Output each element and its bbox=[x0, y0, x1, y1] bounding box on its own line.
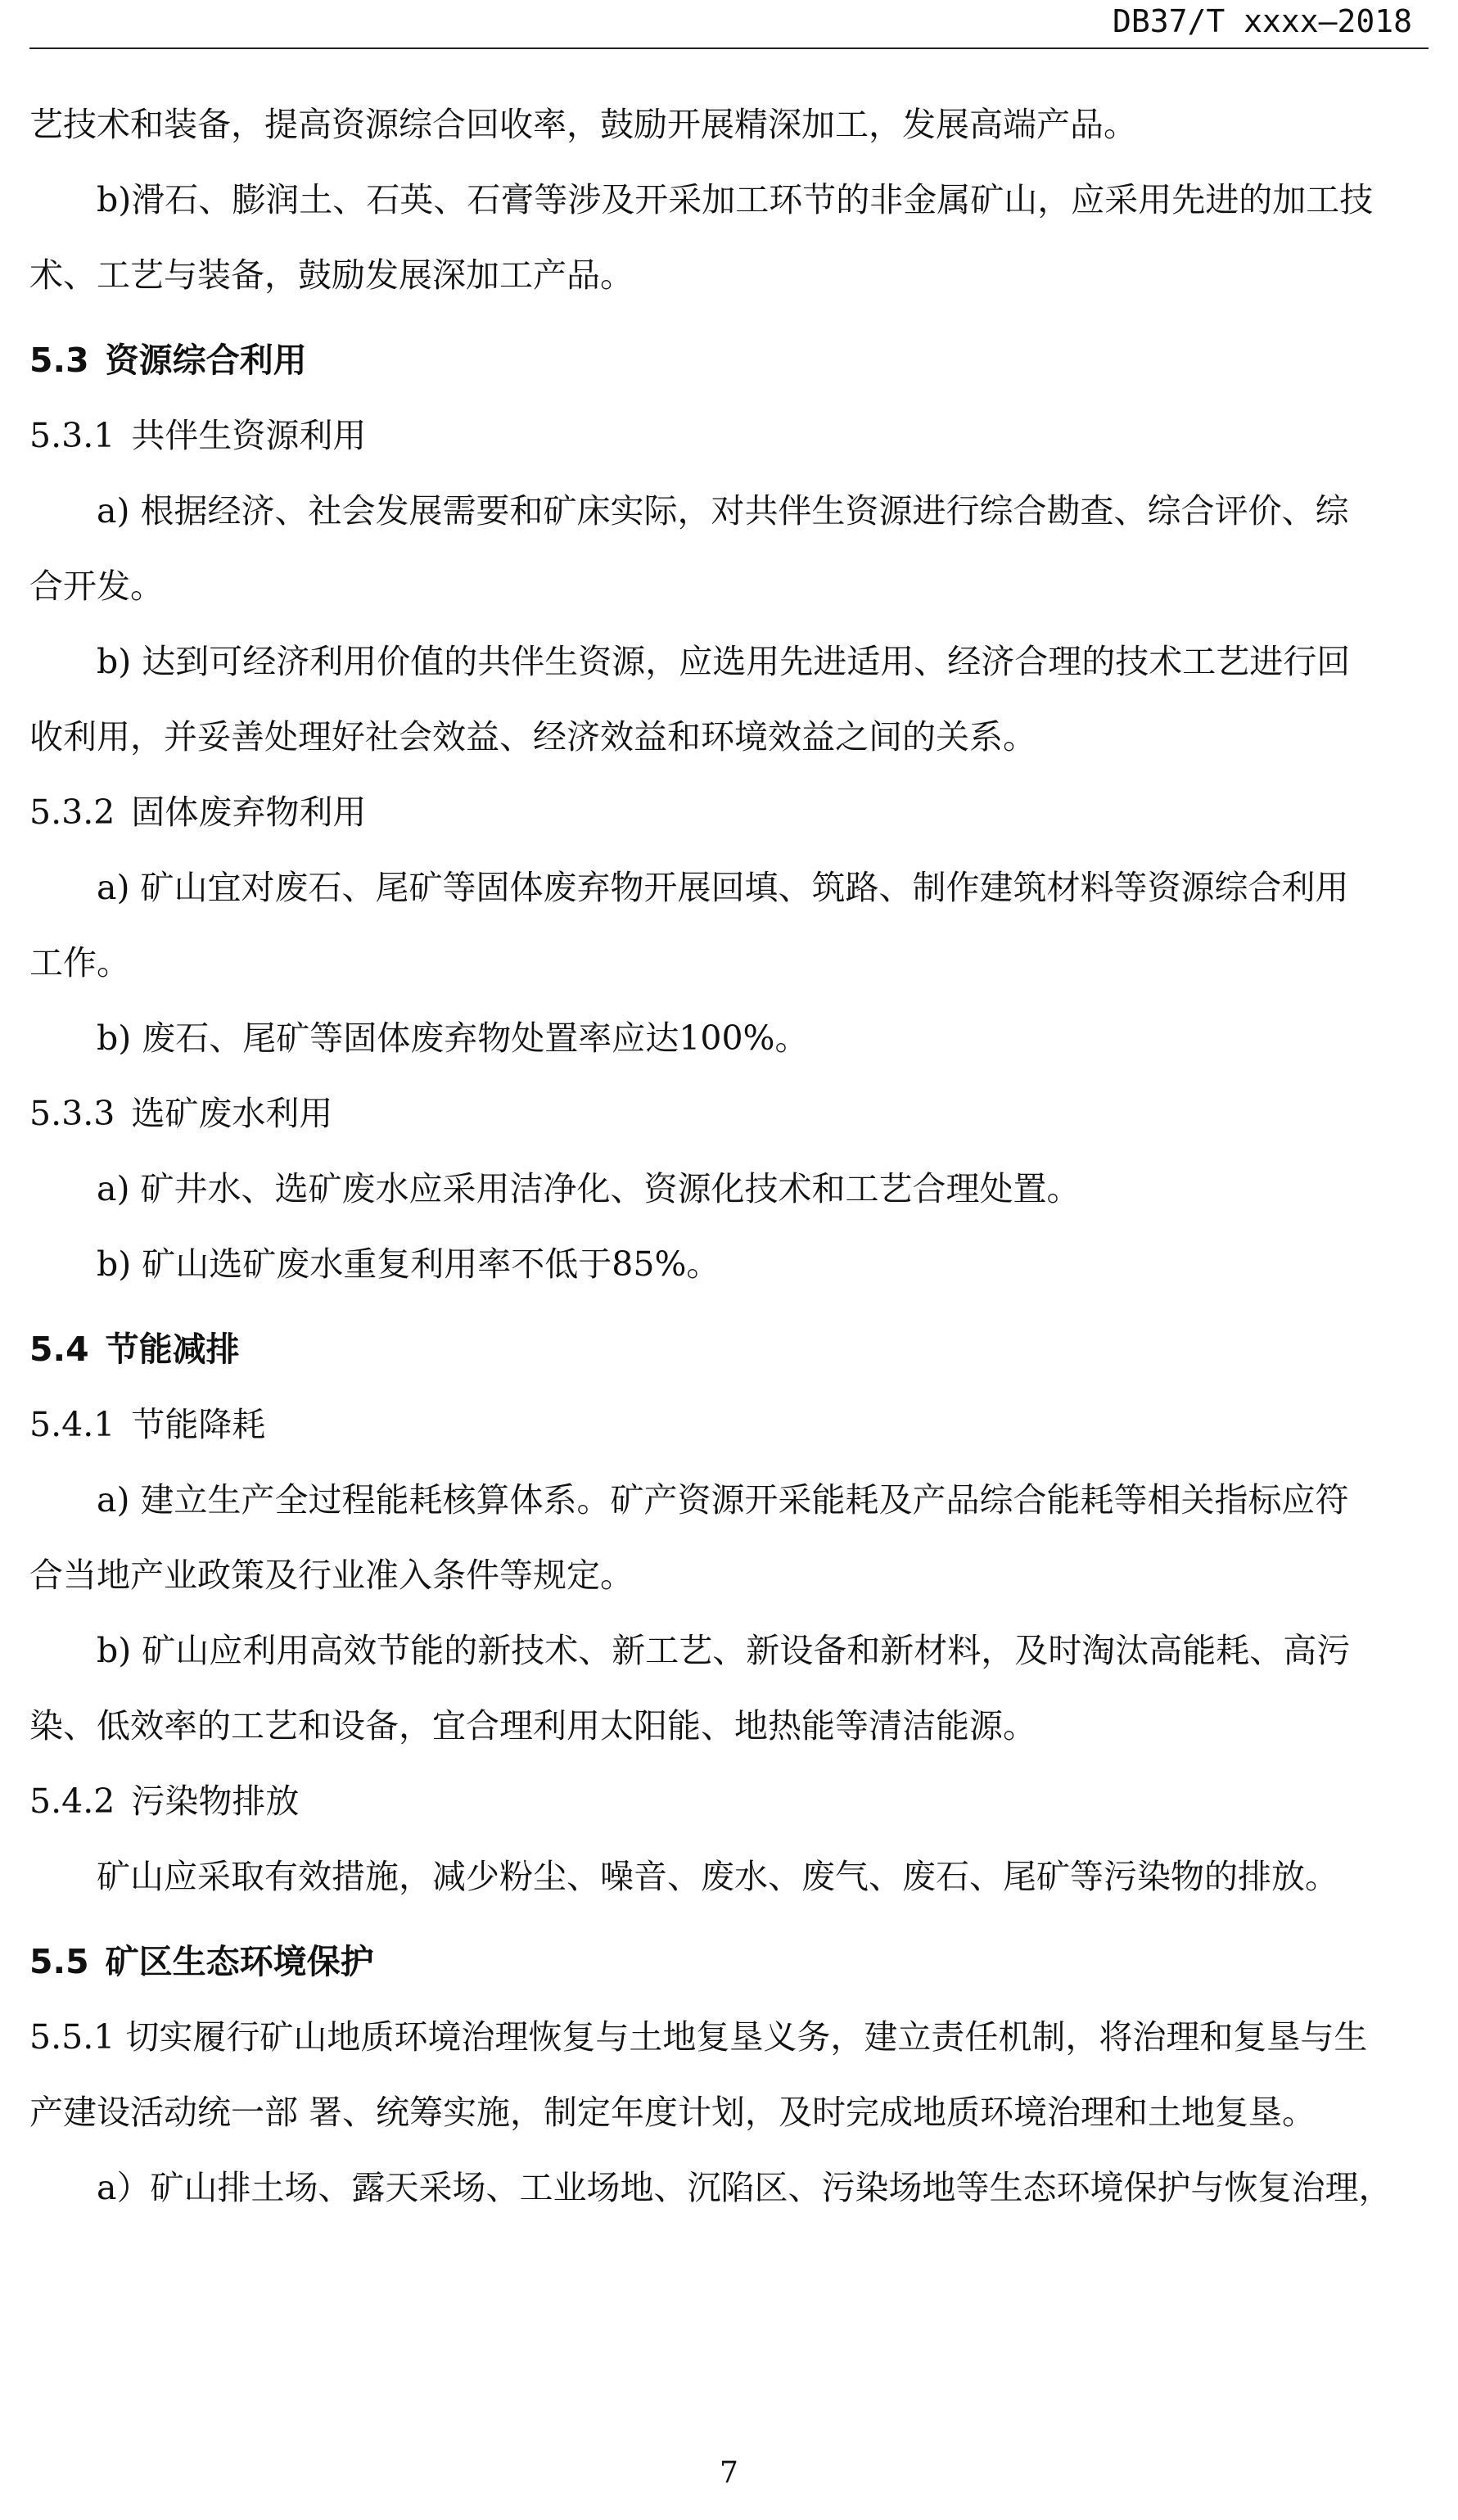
subsection-title: 共伴生资源利用 bbox=[131, 416, 367, 455]
section-heading-5-4 bbox=[29, 1312, 1434, 1387]
section-title: 矿区生态环境保护 bbox=[105, 1942, 374, 1981]
section-title: 资源综合利用 bbox=[105, 341, 307, 380]
subsection-title: 节能降耗 bbox=[131, 1405, 266, 1444]
paragraph: b) 矿山选矿废水重复利用率不低于85%。 bbox=[97, 1244, 720, 1284]
paragraph: b) 达到可经济利用价值的共伴生资源，应选用先进适用、经济合理的技术工艺进行回 bbox=[97, 642, 1351, 681]
paragraph: 术、工艺与装备，鼓励发展深加工产品。 bbox=[29, 255, 634, 295]
subsection-number: 5.4.2 bbox=[29, 1782, 115, 1821]
paragraph: b) 废石、尾矿等固体废弃物处置率应达100%。 bbox=[97, 1018, 809, 1058]
subsection-number: 5.3.3 bbox=[29, 1094, 115, 1133]
subsection-number: 5.4.1 bbox=[29, 1405, 115, 1444]
paragraph: 染、低效率的工艺和设备，宜合理利用太阳能、地热能等清洁能源。 bbox=[29, 1706, 1036, 1745]
section-number: 5.5 bbox=[29, 1942, 89, 1981]
paragraph: a）矿山排土场、露天采场、工业场地、沉陷区、污染场地等生态环境保护与恢复治理， bbox=[97, 2168, 1393, 2207]
paragraph: b)滑石、膨润土、石英、石膏等涉及开采加工环节的非金属矿山，应采用先进的加工技 bbox=[97, 180, 1374, 219]
document-code: DB37/T xxxx—2018 bbox=[1112, 3, 1412, 39]
section-title: 节能减排 bbox=[105, 1330, 240, 1369]
header-rule bbox=[29, 47, 1429, 49]
subsection-heading-5-4-2 bbox=[29, 1764, 1434, 1839]
paragraph: b) 矿山应利用高效节能的新技术、新工艺、新设备和新材料，及时淘汰高能耗、高污 bbox=[97, 1631, 1351, 1670]
paragraph: 合当地产业政策及行业准入条件等规定。 bbox=[29, 1556, 634, 1595]
subsection-heading-5-4-1 bbox=[29, 1387, 1434, 1462]
subsection-number: 5.3.2 bbox=[29, 793, 115, 832]
subsection-heading-5-3-1 bbox=[29, 398, 1434, 473]
page-number: 7 bbox=[720, 2456, 738, 2490]
section-number: 5.4 bbox=[29, 1330, 89, 1369]
section-number: 5.3 bbox=[29, 341, 89, 380]
subsection-title: 污染物排放 bbox=[131, 1782, 300, 1821]
section-heading-5-3 bbox=[29, 323, 1434, 398]
paragraph: 工作。 bbox=[29, 943, 130, 982]
paragraph: a) 矿井水、选矿废水应采用洁净化、资源化技术和工艺合理处置。 bbox=[97, 1169, 1081, 1208]
subsection-heading-5-3-3 bbox=[29, 1076, 1434, 1151]
subsection-number: 5.3.1 bbox=[29, 416, 115, 455]
section-heading-5-5 bbox=[29, 1924, 1434, 1999]
subsection-title: 固体废弃物利用 bbox=[131, 793, 367, 832]
document-body bbox=[29, 87, 1434, 2225]
paragraph: 合开发。 bbox=[29, 567, 164, 606]
paragraph: a) 根据经济、社会发展需要和矿床实际，对共伴生资源进行综合勘查、综合评价、综 bbox=[97, 491, 1349, 531]
paragraph: 矿山应采取有效措施，减少粉尘、噪音、废水、废气、废石、尾矿等污染物的排放。 bbox=[97, 1857, 1338, 1896]
paragraph: 艺技术和装备，提高资源综合回收率，鼓励开展精深加工，发展高端产品。 bbox=[29, 105, 1137, 144]
paragraph: 产建设活动统一部 署、统筹实施，制定年度计划，及时完成地质环境治理和土地复垦。 bbox=[29, 2093, 1316, 2132]
paragraph: a) 建立生产全过程能耗核算体系。矿产资源开采能耗及产品综合能耗等相关指标应符 bbox=[97, 1480, 1349, 1520]
subsection-heading-5-3-2 bbox=[29, 775, 1434, 850]
paragraph: 5.5.1 切实履行矿山地质环境治理恢复与土地复垦义务，建立责任机制，将治理和复垦与生 bbox=[29, 2017, 1368, 2057]
paragraph: 收利用，并妥善处理好社会效益、经济效益和环境效益之间的关系。 bbox=[29, 717, 1036, 756]
subsection-title: 选矿废水利用 bbox=[131, 1094, 333, 1133]
paragraph: a) 矿山宜对废石、尾矿等固体废弃物开展回填、筑路、制作建筑材料等资源综合利用 bbox=[97, 868, 1349, 907]
